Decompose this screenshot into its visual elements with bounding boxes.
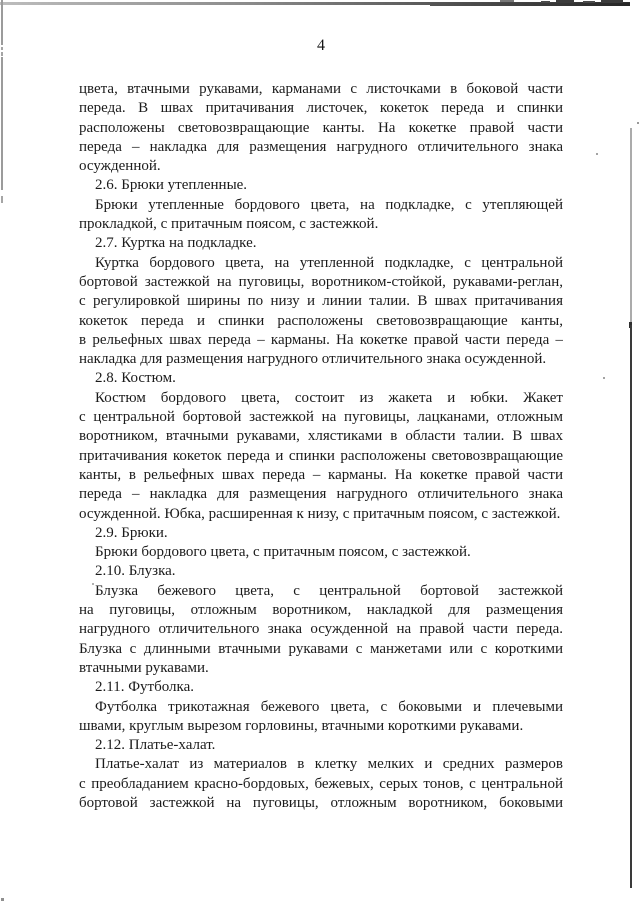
text-body: [79, 80, 563, 813]
text-line: с центральной бортовой застежкой на пуговицы, лацканами, отложным: [79, 409, 563, 426]
scan-edge-right-notch: [629, 322, 632, 328]
scan-edge-right-light: [630, 128, 632, 325]
text-line: Футболка трикотажная бежевого цвета, с боковыми и плечевыми: [95, 698, 563, 715]
text-line: прокладкой, с притачным поясом, с застежкой.: [79, 216, 379, 233]
scan-edge-left: [1, 0, 3, 45]
text-line: переда. В швах притачивания листочек, кокеток переда и спинки: [79, 100, 563, 117]
scan-edge-left-dash: [1, 47, 3, 50]
scan-edge-left: [1, 57, 3, 190]
scan-speck: [596, 153, 598, 155]
text-line: Куртка бордового цвета, на утепленной подкладке, с центральной: [95, 254, 563, 271]
section-heading: 2.10. Блузка.: [95, 563, 176, 580]
text-line: с преобладанием красно-бордовых, бежевых, серых тонов, с центральной: [79, 775, 563, 792]
text-line: осужденной. Юбка, расширенная к низу, с притачным поясом, с застежкой.: [79, 505, 561, 522]
scan-edge-left-dash: [1, 196, 3, 203]
text-line: воротником, втачными рукавами, хлястиками в области талии. В швах: [79, 428, 563, 445]
text-line: бортовой застежкой на пуговицы, воротником-стойкой, рукавами-реглан,: [79, 273, 563, 290]
scan-edge-top-dark: [430, 3, 630, 6]
text-line: переда – накладка для размещения нагрудного отличительного знака: [79, 486, 563, 503]
text-line: Блузка с длинными втачными рукавами с манжетами или с короткими: [79, 640, 563, 657]
text-line: в рельефных швах переда – карманы. На кокетке правой части переда –: [79, 331, 563, 348]
scan-edge-top: [0, 2, 630, 5]
text-line: бортовой застежкой на пуговицы, отложным воротником, боковыми: [79, 794, 563, 811]
text-line: нагрудного отличительного знака осужденной на правой части переда.: [79, 621, 563, 638]
text-line: Брюки бордового цвета, с притачным поясом, с застежкой.: [95, 544, 471, 561]
scan-dash: [500, 0, 514, 2]
text-line: с регулировкой ширины по низу и линии талии. В швах притачивания: [79, 293, 563, 310]
scan-speck: [603, 377, 605, 379]
section-heading: 2.6. Брюки утепленные.: [95, 177, 248, 194]
scan-dash: [583, 1, 595, 3]
text-line: расположены световозвращающие канты. На кокетке правой части: [79, 119, 563, 136]
text-line: канты, в рельефных швах переда – карманы. На кокетке правой части: [79, 466, 563, 483]
text-line: Костюм бордового цвета, состоит из жакета и юбки. Жакет: [95, 389, 563, 406]
text-line: переда – накладка для размещения нагрудного отличительного знака: [79, 138, 563, 155]
scan-dash: [541, 1, 550, 3]
text-line: цвета, втачными рукавами, карманами с листочками в боковой части: [79, 81, 563, 97]
text-line: кокеток переда и спинки расположены световозвращающие канты,: [79, 312, 563, 329]
scan-dash: [556, 0, 574, 3]
section-heading: 2.11. Футболка.: [95, 679, 194, 696]
text-line: притачивания кокеток переда и спинки расположены световозвращающие: [79, 447, 563, 464]
text-line: Брюки утепленные бордового цвета, на подкладке, с утепляющей: [95, 196, 563, 213]
section-heading: 2.12. Платье-халат.: [95, 737, 216, 754]
page-number: 4: [317, 37, 325, 54]
scan-speck: [1, 898, 4, 901]
scan-speck: [637, 122, 639, 124]
text-line: втачными рукавами.: [79, 659, 209, 676]
text-line: осужденной.: [79, 158, 161, 175]
text-line: Блузка бежевого цвета, с центральной бортовой застежкой: [95, 582, 563, 599]
scan-edge-right-dark: [630, 325, 632, 888]
text-line: Платье-халат из материалов в клетку мелких и средних размеров: [95, 756, 563, 773]
scan-edge-left-dash: [1, 52, 3, 56]
section-heading: 2.9. Брюки.: [95, 524, 168, 541]
text-line: накладка для размещения нагрудного отличительного знака осужденной.: [79, 351, 547, 368]
section-heading: 2.8. Костюм.: [95, 370, 176, 387]
text-line: швами, круглым вырезом горловины, втачными короткими рукавами.: [79, 717, 524, 734]
text-line: на пуговицы, отложным воротником, накладкой для размещения: [79, 602, 563, 619]
section-heading: 2.7. Куртка на подкладке.: [95, 235, 257, 252]
scan-dash: [601, 0, 623, 3]
